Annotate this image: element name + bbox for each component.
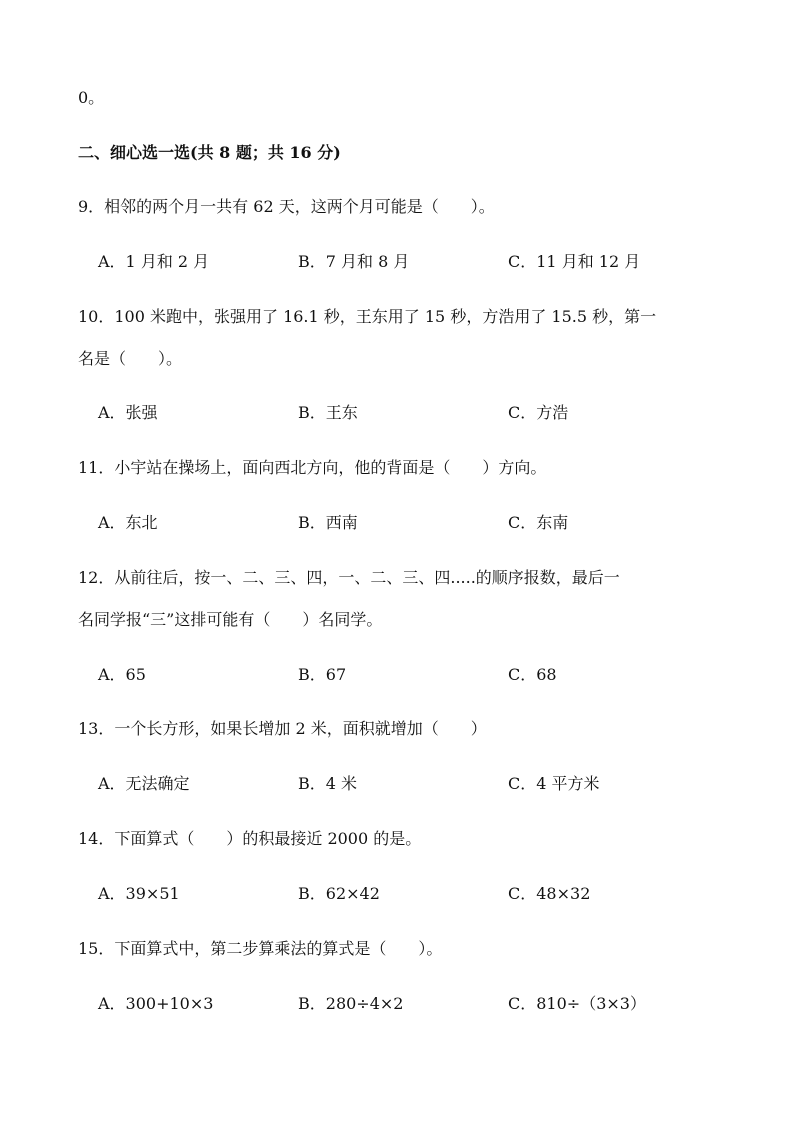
question-15-text: 15．下面算式中，第二步算乘法的算式是（ ）。 [78,939,443,958]
question-10-option-b: B．王东 [298,403,358,422]
question-11-option-b: B．西南 [298,513,358,532]
question-13-option-a: A．无法确定 [98,774,190,793]
section-title: 二、细心选一选(共 8 题；共 16 分) [78,143,341,162]
question-12-option-b: B．67 [298,665,347,684]
question-14-text: 14．下面算式（ ）的积最接近 2000 的是。 [78,829,422,848]
question-9-option-a: A．1 月和 2 月 [98,252,210,271]
question-15-option-c: C．810÷（3×3） [508,994,646,1013]
question-15-option-b: B．280÷4×2 [298,994,404,1013]
question-9-option-b: B．7 月和 8 月 [298,252,410,271]
question-15-option-a: A．300+10×3 [98,994,214,1013]
question-12-option-a: A．65 [98,665,146,684]
question-11-option-a: A．东北 [98,513,158,532]
question-13-option-c: C．4 平方米 [508,774,600,793]
question-10-option-a: A．张强 [98,403,158,422]
question-11-text: 11．小宇站在操场上，面向西北方向，他的背面是（ ）方向。 [78,458,547,477]
question-14-option-b: B．62×42 [298,884,380,903]
question-10-text: 10．100 米跑中，张强用了 16.1 秒，王东用了 15 秒，方浩用了 15.5 秒，第一 [78,307,657,326]
question-14-option-a: A．39×51 [98,884,180,903]
question-13-option-b: B．4 米 [298,774,358,793]
question-12-text-cont: 名同学报“三”这排可能有（ ）名同学。 [78,610,383,629]
question-14-option-c: C．48×32 [508,884,591,903]
question-11-option-c: C．东南 [508,513,569,532]
question-12-option-c: C．68 [508,665,557,684]
question-12-text: 12．从前往后，按一、二、三、四，一、二、三、四.....的顺序报数，最后一 [78,568,620,587]
question-9-text: 9．相邻的两个月一共有 62 天，这两个月可能是（ ）。 [78,197,495,216]
question-9-option-c: C．11 月和 12 月 [508,252,641,271]
continued-text: 0。 [78,88,105,107]
question-13-text: 13．一个长方形，如果长增加 2 米，面积就增加（ ） [78,719,487,738]
question-10-text-cont: 名是（ ）。 [78,349,183,368]
question-10-option-c: C．方浩 [508,403,569,422]
